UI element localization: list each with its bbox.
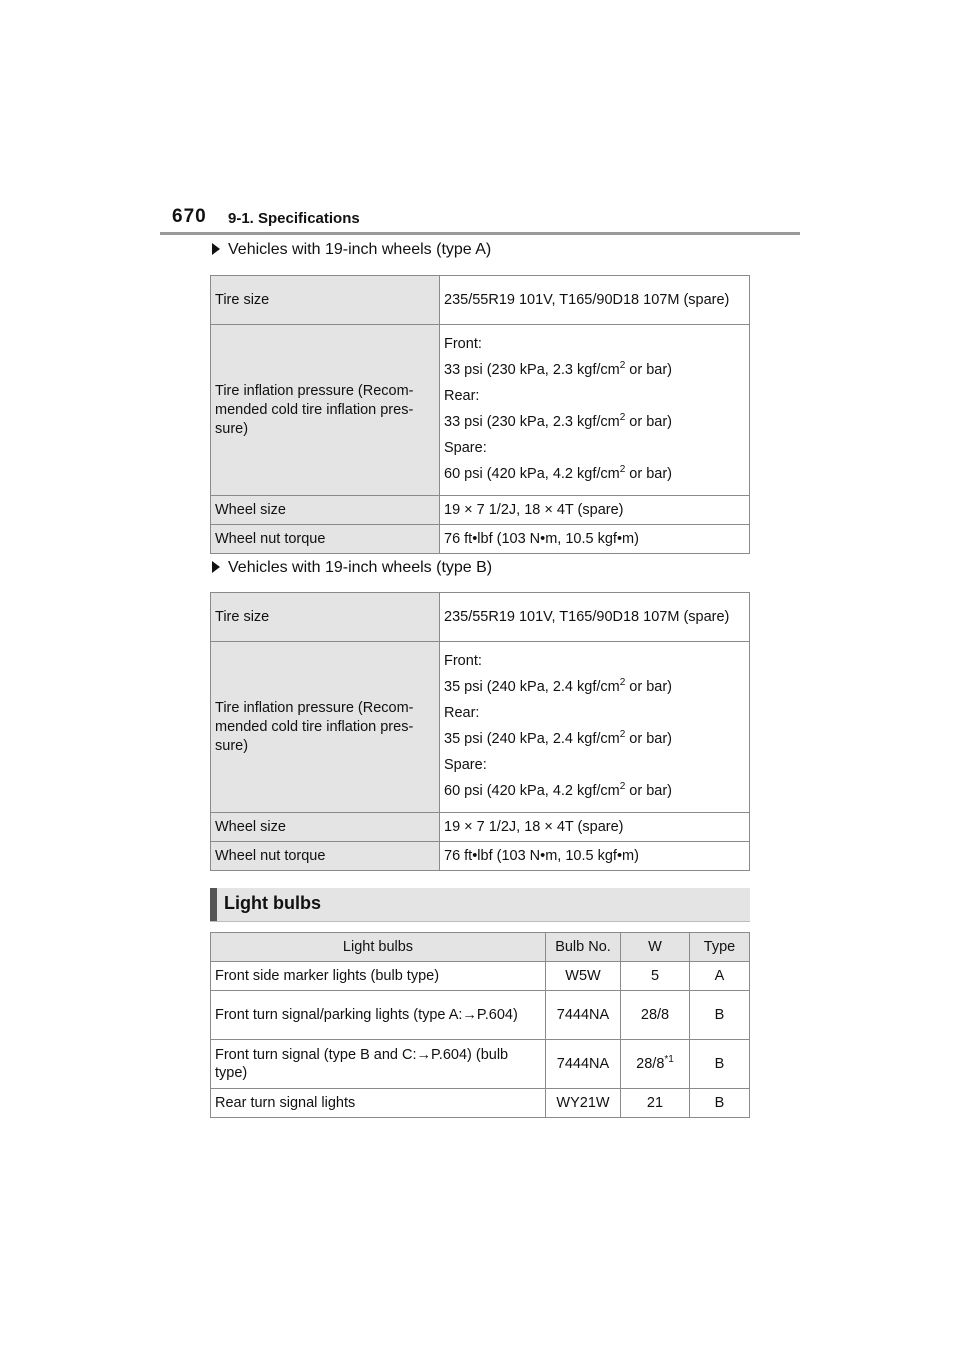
- wheel-size-label: Wheel size: [211, 813, 440, 842]
- bulb-type: B: [690, 1040, 750, 1089]
- tire-size-label: Tire size: [211, 276, 440, 325]
- rear-label: Rear:: [444, 705, 480, 721]
- bulb-watts: 21: [621, 1089, 690, 1118]
- spare-label: Spare:: [444, 757, 487, 773]
- pressure-label: Tire inflation pressure (Recom-mended cold tire inflation pres-sure): [211, 642, 440, 813]
- bulb-number: 7444NA: [546, 991, 621, 1040]
- pressure-label: Tire inflation pressure (Recom-mended cold tire inflation pres-sure): [211, 325, 440, 496]
- column-header-w: W: [621, 933, 690, 962]
- torque-value: 76 ft•lbf (103 N•m, 10.5 kgf•m): [440, 525, 750, 554]
- bulb-type: B: [690, 991, 750, 1040]
- table-row: [211, 496, 750, 525]
- type-b-heading-text: Vehicles with 19-inch wheels (type B): [228, 559, 493, 576]
- tire-size-label: Tire size: [211, 593, 440, 642]
- footnote-marker: *1: [664, 1054, 674, 1066]
- wheel-size-label: Wheel size: [211, 496, 440, 525]
- table-row: [211, 642, 750, 813]
- bulb-name: Front side marker lights (bulb type): [211, 962, 546, 991]
- table-row: [211, 1040, 750, 1089]
- rear-value: 35 psi (240 kPa, 2.4 kgf/$cm^2$ or bar): [444, 729, 673, 747]
- tire-size-value: 235/55R19 101V, T165/90D18 107M (spare): [440, 593, 750, 642]
- light-bulbs-heading: [210, 888, 750, 922]
- table-row: [211, 325, 750, 496]
- triangle-bullet-icon: [212, 561, 220, 573]
- pressure-values: [440, 325, 750, 496]
- spare-value: 60 psi (420 kPa, 4.2 kgf/$cm^2$ or bar): [444, 781, 673, 799]
- page-header: [160, 204, 800, 234]
- torque-label: Wheel nut torque: [211, 525, 440, 554]
- header-rule: [160, 232, 800, 235]
- type-a-heading-text: Vehicles with 19-inch wheels (type A): [228, 241, 492, 258]
- wheel-size-value: 19 × 7 1/2J, 18 × 4T (spare): [440, 813, 750, 842]
- section-title: 9-1. Specifications: [228, 210, 360, 227]
- front-value: 35 psi (240 kPa, 2.4 kgf/$cm^2$ or bar): [444, 677, 673, 695]
- bulb-name: Rear turn signal lights: [211, 1089, 546, 1118]
- bulb-number: 7444NA: [546, 1040, 621, 1089]
- column-header-type: Type: [690, 933, 750, 962]
- page-number: 670: [172, 206, 207, 227]
- rear-value: 33 psi (230 kPa, 2.3 kgf/$cm^2$ or bar): [444, 412, 673, 430]
- table-row: [211, 813, 750, 842]
- table-row: [211, 1089, 750, 1118]
- table-row: [211, 991, 750, 1040]
- type-a-heading: [212, 241, 491, 259]
- table-row: [211, 593, 750, 642]
- column-header-light-bulbs: Light bulbs: [211, 933, 546, 962]
- bulb-type: B: [690, 1089, 750, 1118]
- column-header-bulb-no: Bulb No.: [546, 933, 621, 962]
- table-header-row: [211, 933, 750, 962]
- table-row: [211, 525, 750, 554]
- bulb-name: Front turn signal (type B and C:→P.604) (bulb type): [211, 1040, 546, 1089]
- table-row: [211, 276, 750, 325]
- bulb-type: A: [690, 962, 750, 991]
- type-b-table: [210, 592, 750, 871]
- front-label: Front:: [444, 336, 482, 352]
- front-value: 33 psi (230 kPa, 2.3 kgf/$cm^2$ or bar): [444, 360, 673, 378]
- triangle-bullet-icon: [212, 243, 220, 255]
- tire-size-value: 235/55R19 101V, T165/90D18 107M (spare): [440, 276, 750, 325]
- bulb-number: WY21W: [546, 1089, 621, 1118]
- pressure-values: [440, 642, 750, 813]
- type-a-table: [210, 275, 750, 554]
- type-b-heading: [212, 559, 492, 577]
- spare-value: 60 psi (420 kPa, 4.2 kgf/$cm^2$ or bar): [444, 464, 673, 482]
- table-row: [211, 962, 750, 991]
- torque-value: 76 ft•lbf (103 N•m, 10.5 kgf•m): [440, 842, 750, 871]
- rear-label: Rear:: [444, 388, 480, 404]
- heading-accent: [210, 888, 217, 921]
- bulb-watts: 28/8$^{*1}$: [621, 1040, 690, 1089]
- spare-label: Spare:: [444, 440, 487, 456]
- torque-label: Wheel nut torque: [211, 842, 440, 871]
- front-label: Front:: [444, 653, 482, 669]
- bulb-watts: 28/8: [621, 991, 690, 1040]
- bulb-watts: 5: [621, 962, 690, 991]
- wheel-size-value: 19 × 7 1/2J, 18 × 4T (spare): [440, 496, 750, 525]
- table-row: [211, 842, 750, 871]
- bulb-name: Front turn signal/parking lights (type A:→P.604): [211, 991, 546, 1040]
- bulb-number: W5W: [546, 962, 621, 991]
- light-bulbs-table: [210, 932, 750, 1118]
- light-bulbs-heading-text: Light bulbs: [224, 893, 321, 913]
